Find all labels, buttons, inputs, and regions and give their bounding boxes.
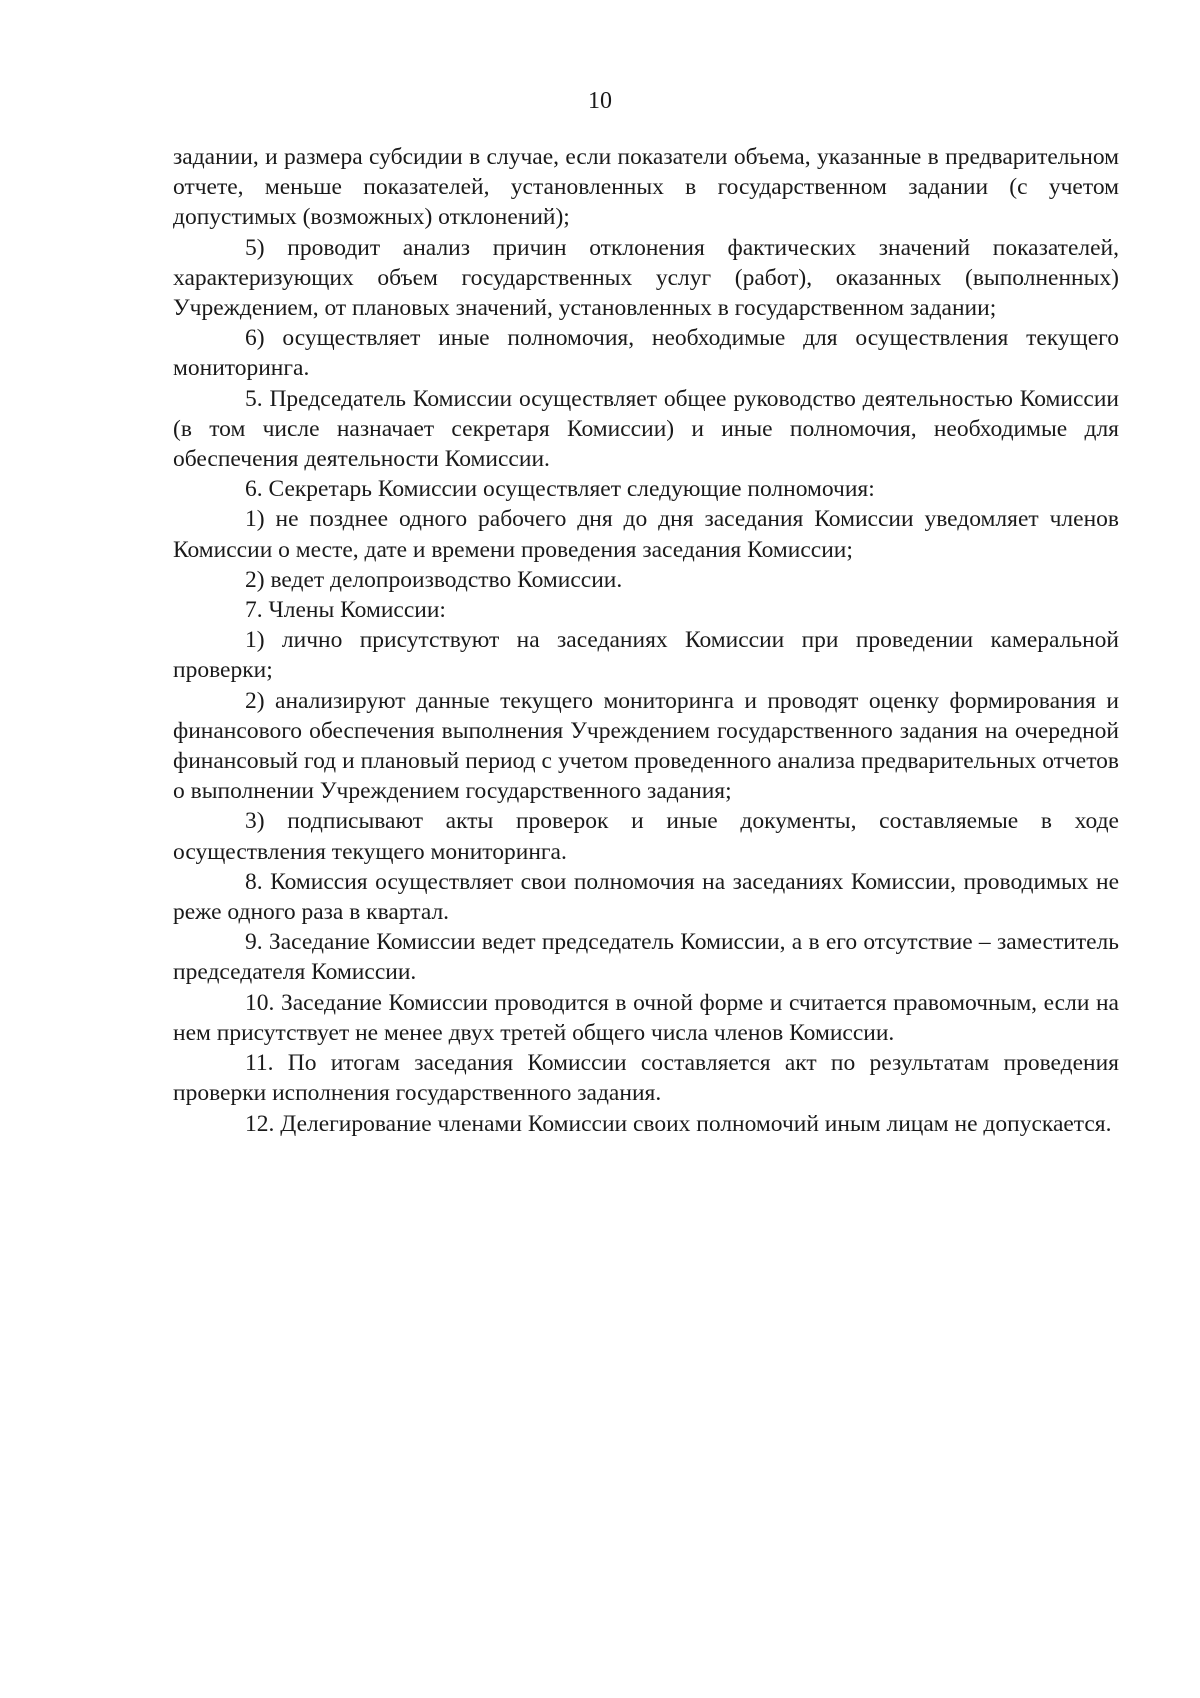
paragraph-clause-6: 6. Секретарь Комиссии осуществляет следующие полномочия: [245, 476, 875, 503]
paragraph-clause-7-item-2: 2) анализируют данные текущего мониторинга и проводят оценку формирования и финансового обеспечения выполнения Учреждением государственного задания на очередной финансовый год и плановый период с учетом проведенного анализа предварительных отчетов о выполнении Учреждением государственного задания; [173, 687, 1119, 805]
paragraph-continuation: задании, и размера субсидии в случае, если показатели объема, указанные в предварительном отчете, меньше показателей, установленных в государственном задании (с учетом допустимых (возможных) отклонений); [173, 144, 1119, 231]
document-body [173, 142, 1119, 1139]
page-number: 10 [588, 88, 612, 114]
paragraph-clause-8: 8. Комиссия осуществляет свои полномочия на заседаниях Комиссии, проводимых не реже одного раза в квартал. [173, 868, 1119, 926]
paragraph-clause-12: 12. Делегирование членами Комиссии своих полномочий иным лицам не допускается. [245, 1110, 1112, 1137]
paragraph-clause-6-item-1: 1) не позднее одного рабочего дня до дня заседания Комиссии уведомляет членов Комиссии о месте, дате и времени проведения заседания Комиссии; [173, 506, 1119, 563]
paragraph-clause-5: 5. Председатель Комиссии осуществляет общее руководство деятельностью Комиссии (в том числе назначает секретаря Комиссии) и иные полномочия, необходимые для обеспечения деятельности Комиссии. [173, 385, 1119, 473]
paragraph-clause-9: 9. Заседание Комиссии ведет председатель Комиссии, а в его отсутствие – заместитель председателя Комиссии. [173, 929, 1119, 986]
paragraph-clause-7: 7. Члены Комиссии: [245, 597, 446, 624]
paragraph-clause-10: 10. Заседание Комиссии проводится в очной форме и считается правомочным, если на нем присутствует не менее двух третей общего числа членов Комиссии. [173, 989, 1119, 1046]
paragraph-item-5: 5) проводит анализ причин отклонения фактических значений показателей, характеризующих объем государственных услуг (работ), оказанных (выполненных) Учреждением, от плановых значений, установленных в государственном задании; [173, 234, 1119, 322]
paragraph-clause-7-item-3: 3) подписывают акты проверок и иные документы, составляемые в ходе осуществления текущего мониторинга. [173, 808, 1119, 865]
paragraph-clause-6-item-2: 2) ведет делопроизводство Комиссии. [245, 566, 623, 593]
paragraph-item-6: 6) осуществляет иные полномочия, необходимые для осуществления текущего мониторинга. [173, 325, 1119, 382]
paragraph-clause-11: 11. По итогам заседания Комиссии составляется акт по результатам проведения проверки исполнения государственного задания. [173, 1050, 1119, 1107]
paragraph-clause-7-item-1: 1) лично присутствуют на заседаниях Комиссии при проведении камеральной проверки; [173, 627, 1119, 684]
